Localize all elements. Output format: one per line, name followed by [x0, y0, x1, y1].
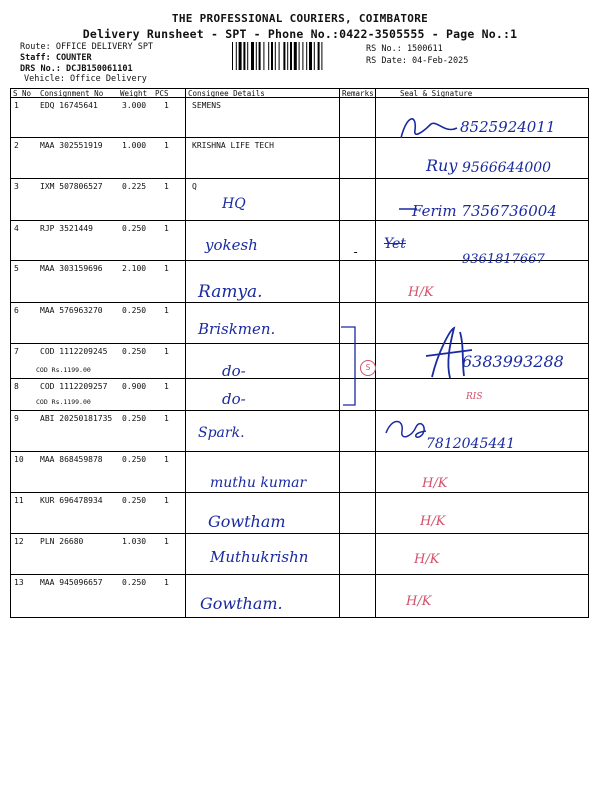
- row-handwritten-consignee: Spark.: [198, 425, 245, 441]
- row-consignee: SEMENS: [192, 101, 221, 110]
- row-handwritten-consignee: Muthukrishn: [210, 548, 309, 566]
- row-pcs: 1: [164, 414, 169, 423]
- barcode-image: [232, 42, 350, 70]
- row-divider: [10, 378, 588, 379]
- row-signature-text: 6383993288: [462, 352, 564, 371]
- row-pcs: 1: [164, 455, 169, 464]
- row-signature-text: H/K: [420, 514, 446, 529]
- row-signature-text: 7812045441: [426, 436, 516, 452]
- row-consignment-no: MAA 945096657: [40, 578, 103, 587]
- row-divider: [10, 492, 588, 493]
- drs-label: DRS No.: DCJB150061101: [20, 64, 133, 74]
- row-consignment-no: ABI 20250181735: [40, 414, 113, 423]
- row-handwritten-consignee: muthu kumar: [210, 475, 307, 491]
- row-divider: [10, 178, 588, 179]
- row-consignment-no: MAA 576963270: [40, 306, 103, 315]
- row-sno: 7: [14, 347, 19, 356]
- row-sno: 8: [14, 382, 19, 391]
- col-header-pcs: PCS: [155, 89, 169, 98]
- column-divider-consignee: [185, 88, 186, 618]
- row-weight: 0.225: [122, 182, 147, 191]
- row-weight: 0.900: [122, 382, 147, 391]
- row-weight: 0.250: [122, 306, 147, 315]
- row-pcs: 1: [164, 537, 169, 546]
- row-consignment-no: MAA 303159696: [40, 264, 103, 273]
- staff-label: Staff: COUNTER: [20, 53, 92, 63]
- row-handwritten-consignee: do-: [222, 362, 246, 380]
- row-weight: 1.000: [122, 141, 147, 150]
- row-pcs: 1: [164, 496, 169, 505]
- row-pcs: 1: [164, 141, 169, 150]
- row-sno: 12: [14, 537, 24, 546]
- table-right-border: [588, 88, 589, 618]
- row-weight: 0.250: [122, 496, 147, 505]
- row-sno: 4: [14, 224, 19, 233]
- row2-sig-prefix: Ruy: [426, 156, 458, 175]
- row-weight: 1.030: [122, 537, 147, 546]
- signature-scribble-3: [395, 195, 435, 217]
- row-cod-amount: COD Rs.1199.00: [36, 366, 91, 374]
- col-header-consignment: Consignment No: [40, 89, 104, 98]
- row-consignment-no: EDQ 16745641: [40, 101, 98, 110]
- row7-stamp: S: [360, 360, 376, 376]
- col-header-consignee: Consignee Details: [188, 89, 265, 98]
- row-consignment-no: KUR 696478934: [40, 496, 103, 505]
- row-pcs: 1: [164, 382, 169, 391]
- row-handwritten-consignee: HQ: [222, 196, 246, 212]
- row-consignee: Q: [192, 182, 197, 191]
- row-sno: 10: [14, 455, 24, 464]
- row-sno: 2: [14, 141, 19, 150]
- row-weight: 2.100: [122, 264, 147, 273]
- row-sno: 11: [14, 496, 24, 505]
- row4-remark: -: [352, 245, 360, 259]
- column-divider-signature: [375, 88, 376, 618]
- row-sno: 5: [14, 264, 19, 273]
- row4-sig-scribble: Yet: [384, 236, 406, 252]
- bracket-mark: [333, 325, 363, 410]
- row-weight: 3.000: [122, 101, 147, 110]
- row-divider: [10, 220, 588, 221]
- row-pcs: 1: [164, 101, 169, 110]
- row-sno: 1: [14, 101, 19, 110]
- rs-date: RS Date: 04-Feb-2025: [366, 56, 469, 66]
- row-handwritten-consignee: do-: [222, 390, 246, 408]
- row-pcs: 1: [164, 306, 169, 315]
- row-pcs: 1: [164, 264, 169, 273]
- vehicle-label: Vehicle: Office Delivery: [24, 74, 147, 84]
- row-divider: [10, 410, 588, 411]
- row-handwritten-consignee: Gowtham.: [200, 594, 283, 613]
- runsheet-subtitle: Delivery Runsheet - SPT - Phone No.:0422-3505555 - Page No.:1: [82, 27, 518, 41]
- row-consignment-no: MAA 868459878: [40, 455, 103, 464]
- row-pcs: 1: [164, 578, 169, 587]
- row-cod-amount: COD Rs.1199.00: [36, 398, 91, 406]
- col-header-sno: S No: [13, 89, 32, 98]
- row-weight: 0.250: [122, 347, 147, 356]
- row-divider: [10, 302, 588, 303]
- row-signature-text: H/K: [422, 476, 448, 491]
- row-divider: [10, 574, 588, 575]
- row-signature-text: H/K: [414, 552, 440, 567]
- row-handwritten-consignee: Ramya.: [198, 282, 263, 302]
- row-divider: [10, 137, 588, 138]
- row-handwritten-consignee: Briskmen.: [198, 320, 276, 338]
- signature-scribble-9: [382, 415, 442, 445]
- row-weight: 0.250: [122, 455, 147, 464]
- row-consignment-no: IXM 507806527: [40, 182, 103, 191]
- row-divider: [10, 343, 588, 344]
- row-divider: [10, 533, 588, 534]
- row-consignment-no: COD 1112209257: [40, 382, 108, 391]
- row-consignee: KRISHNA LIFE TECH: [192, 141, 274, 150]
- signature-scribble-7: [420, 322, 480, 382]
- company-title: THE PROFESSIONAL COURIERS, COIMBATORE: [171, 12, 429, 25]
- signature-scribble-1: [395, 110, 465, 146]
- row-handwritten-consignee: Gowtham: [208, 512, 286, 531]
- row-handwritten-consignee: yokesh: [205, 236, 258, 254]
- row-signature-text: 8525924011: [460, 118, 556, 136]
- table-left-border: [10, 88, 11, 618]
- rs-number: RS No.: 1500611: [366, 44, 443, 54]
- row-pcs: 1: [164, 224, 169, 233]
- col-header-signature: Seal & Signature: [400, 89, 473, 98]
- row-consignment-no: COD 1112209245: [40, 347, 108, 356]
- row-signature-text: H/K: [408, 285, 434, 300]
- col-header-remarks: Remarks: [342, 89, 374, 98]
- row-signature-text: H/K: [406, 594, 432, 609]
- row-signature-text: RIS: [466, 392, 483, 402]
- row-pcs: 1: [164, 347, 169, 356]
- row-consignment-no: RJP 3521449: [40, 224, 93, 233]
- row-sno: 13: [14, 578, 24, 587]
- row-sno: 6: [14, 306, 19, 315]
- row-consignment-no: PLN 26680: [40, 537, 84, 546]
- row-signature-text: 9361817667: [462, 252, 545, 267]
- row-weight: 0.250: [122, 578, 147, 587]
- row-sno: 9: [14, 414, 19, 423]
- row-signature-text: Ferim 7356736004: [412, 202, 557, 220]
- row-pcs: 1: [164, 182, 169, 191]
- row-divider: [10, 617, 588, 618]
- row-weight: 0.250: [122, 414, 147, 423]
- row-signature-text: 9566644000: [462, 160, 552, 176]
- route-label: Route: OFFICE DELIVERY SPT: [20, 42, 154, 52]
- col-header-weight: Weight: [120, 89, 148, 98]
- row-weight: 0.250: [122, 224, 147, 233]
- row-sno: 3: [14, 182, 19, 191]
- row-consignment-no: MAA 302551919: [40, 141, 103, 150]
